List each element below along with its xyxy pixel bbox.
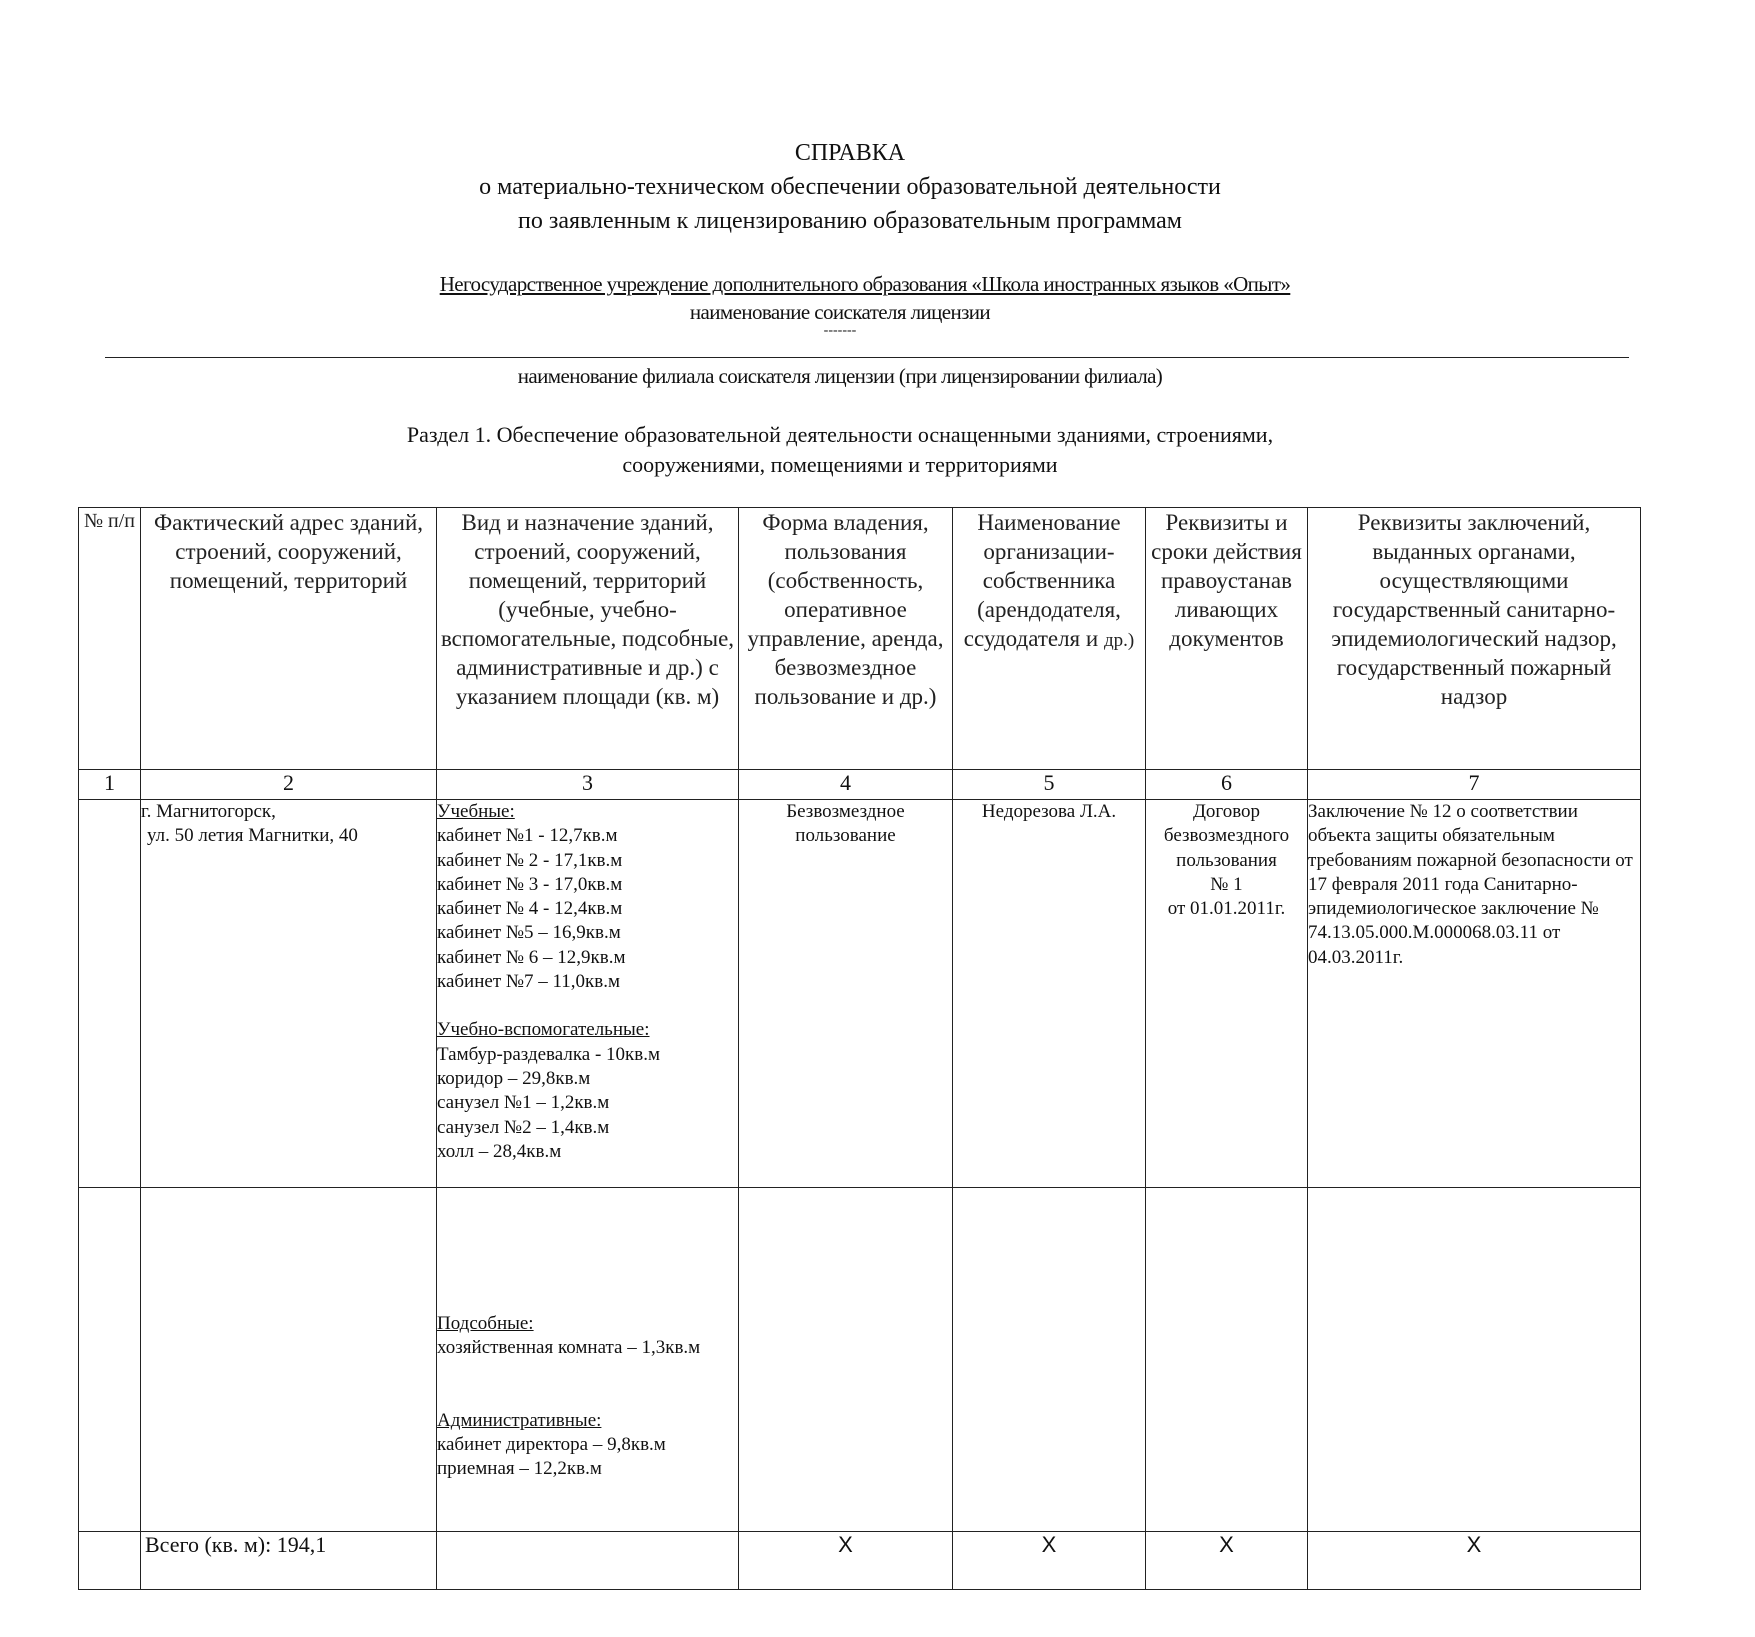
col-num-7: 7: [1308, 770, 1641, 800]
header-documents: Реквизиты и сроки действия правоустанав ливающих документов: [1146, 508, 1308, 770]
col-num-5: 5: [953, 770, 1146, 800]
header-address: Фактический адрес зданий, строений, сооружений, помещений, территорий: [141, 508, 437, 770]
total-number: [79, 1532, 141, 1590]
aux-room-item: Тамбур-раздевалка - 10кв.м: [437, 1043, 661, 1065]
row1-documents: Договор безвозмездного пользования № 1 от 01.01.2011г.: [1146, 800, 1308, 1188]
header-conclusions: Реквизиты заключений, выданных органами, осуществляющими государственный санитарно-эпидемиологический надзор, государственный пожарный надзор: [1308, 508, 1641, 770]
branch-underline: [105, 357, 1629, 358]
row2-address: [141, 1188, 437, 1532]
admin-room-item: кабинет директора – 9,8кв.м: [437, 1433, 666, 1455]
title-line-3: по заявленным к лицензированию образовательным программам: [518, 208, 1182, 234]
col-num-6: 6: [1146, 770, 1308, 800]
table-header-row: [79, 508, 1641, 770]
study-room-item: кабинет № 2 - 17,1кв.м: [437, 849, 623, 871]
total-x-owner: Х: [953, 1532, 1146, 1590]
branch-caption: наименование филиала соискателя лицензии (при лицензировании филиала): [517, 364, 1163, 388]
aux-room-item: санузел №1 – 1,2кв.м: [437, 1092, 610, 1114]
row2-documents: [1146, 1188, 1308, 1532]
title-line-2: о материально-техническом обеспечении образовательной деятельности: [479, 174, 1221, 200]
section-heading: [0, 420, 1680, 480]
column-numbers-row: [79, 770, 1641, 800]
title-line-1: СПРАВКА: [794, 140, 906, 166]
section-line-1: Раздел 1. Обеспечение образовательной деятельности оснащенными зданиями, строениями,: [406, 422, 1274, 447]
premises-table: [78, 507, 1641, 1590]
aux-room-item: холл – 28,4кв.м: [437, 1140, 562, 1162]
applicant-name-caption: наименование соискателя лицензии: [689, 300, 991, 324]
row2-owner: [953, 1188, 1146, 1532]
row1-ownership: Безвозмездное пользование: [739, 800, 953, 1188]
study-room-item: кабинет №1 - 12,7кв.м: [437, 825, 618, 847]
row1-number: [79, 800, 141, 1188]
row2-number: [79, 1188, 141, 1532]
total-row: [79, 1532, 1641, 1590]
study-room-item: кабинет № 3 - 17,0кв.м: [437, 873, 623, 895]
row2-ownership: [739, 1188, 953, 1532]
study-room-item: кабинет №7 – 11,0кв.м: [437, 971, 621, 993]
header-ownership: Форма владения, пользования (собственность, оперативное управление, аренда, безвозмездное пользование и др.): [739, 508, 953, 770]
table-row: [79, 800, 1641, 1188]
col-num-3: 3: [437, 770, 739, 800]
row1-conclusions: Заключение № 12 о соответствии объекта защиты обязательным требованиям пожарной безопасности от 17 февраля 2011 года Санитарно-эпидемиологическое заключение № 74.13.05.000.М.000068.03.11 от 04.03.2011г.: [1308, 800, 1641, 1188]
admin-room-item: приемная – 12,2кв.м: [437, 1458, 602, 1480]
branch-value: -------: [823, 323, 857, 338]
col-num-1: 1: [79, 770, 141, 800]
utility-room-item: хозяйственная комната – 1,3кв.м: [437, 1337, 701, 1359]
applicant-name: Негосударственное учреждение дополнительного образования «Школа иностранных языков «Опыт»: [439, 272, 1291, 296]
document-title: [0, 136, 1700, 238]
row1-owner: Недорезова Л.А.: [953, 800, 1146, 1188]
study-room-item: кабинет № 6 – 12,9кв.м: [437, 946, 626, 968]
header-owner-tail: др.): [1103, 630, 1135, 651]
total-x-ownership: Х: [739, 1532, 953, 1590]
col-num-2: 2: [141, 770, 437, 800]
row2-conclusions: [1308, 1188, 1641, 1532]
total-x-documents: Х: [1146, 1532, 1308, 1590]
table-row: [79, 1188, 1641, 1532]
header-purpose: Вид и назначение зданий, строений, сооружений, помещений, территорий (учебные, учебно-вспомогательные, подсобные, административные и др.) с указанием площади (кв. м): [437, 508, 739, 770]
study-rooms-title: Учебные:: [437, 801, 515, 822]
header-owner: Наименование организации-собственника (арендодателя, ссудодателя и др.): [953, 508, 1146, 770]
admin-rooms-title: Административные:: [437, 1409, 602, 1431]
total-purpose: [437, 1532, 739, 1590]
row2-purpose: [437, 1188, 739, 1532]
aux-room-item: коридор – 29,8кв.м: [437, 1067, 591, 1089]
col-num-4: 4: [739, 770, 953, 800]
row1-address: г. Магнитогорск, ул. 50 летия Магнитки, 40: [141, 800, 437, 1188]
section-line-2: сооружениями, помещениями и территориями: [622, 452, 1058, 477]
aux-room-item: санузел №2 – 1,4кв.м: [437, 1116, 610, 1138]
aux-rooms-title: Учебно-вспомогательные:: [437, 1019, 650, 1041]
utility-rooms-title: Подсобные:: [437, 1313, 534, 1334]
total-x-conclusions: Х: [1308, 1532, 1641, 1590]
header-number: № п/п: [79, 508, 141, 770]
study-room-item: кабинет № 4 - 12,4кв.м: [437, 898, 623, 920]
total-area: Всего (кв. м): 194,1: [141, 1532, 437, 1590]
row1-purpose: [437, 800, 739, 1188]
study-room-item: кабинет №5 – 16,9кв.м: [437, 922, 621, 944]
